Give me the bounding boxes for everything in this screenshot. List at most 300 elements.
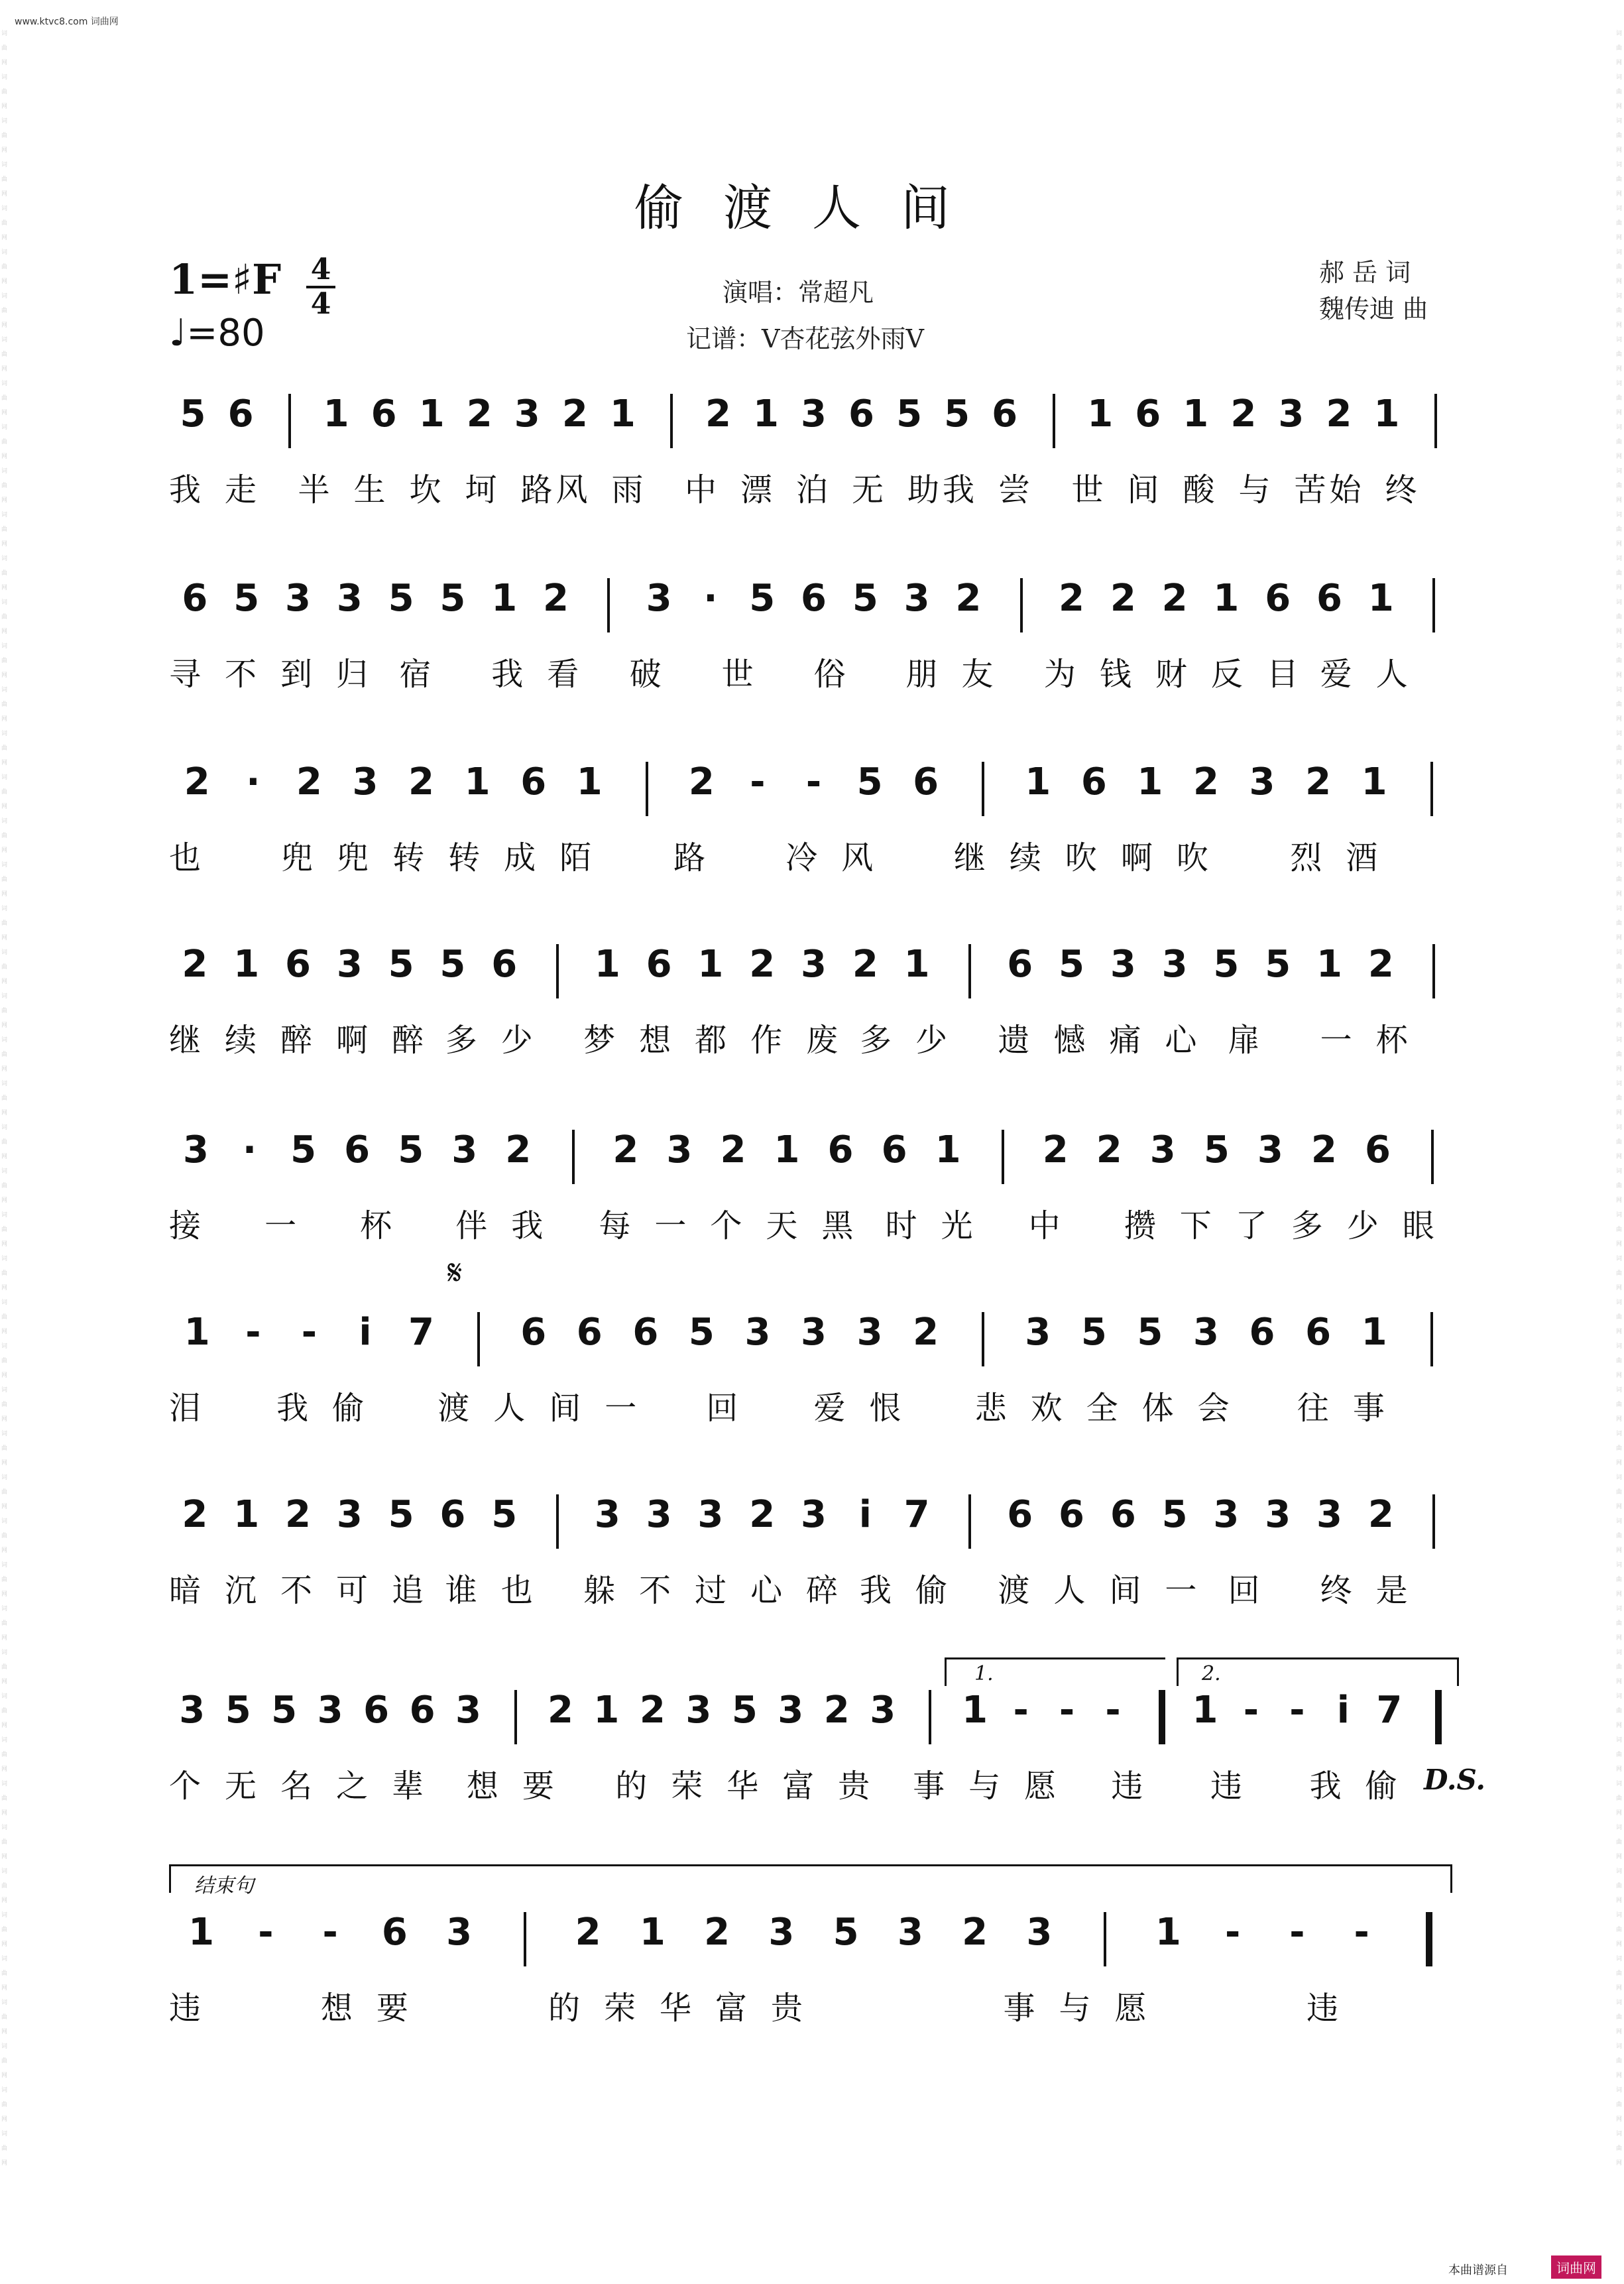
note: 3 [455,1689,481,1732]
note: 3 [1025,1311,1051,1354]
bar-line [1434,394,1437,448]
note: 1 [1213,577,1240,620]
volta-1: 1. [945,1657,1165,1686]
note: 5 [271,1689,298,1732]
note: 3 [744,1311,771,1354]
lyric-segment: 想要 [466,1768,578,1805]
bar-line [1053,394,1055,448]
note: 5 [1213,943,1240,986]
note: 5 [1161,1493,1188,1536]
note: 2 [505,1128,532,1172]
lyric-segment: 躲不过心碎 [583,1572,862,1609]
note: 5 [749,577,776,620]
note: 6 [520,760,547,804]
lyric-segment: 事与愿 [1003,1990,1171,2027]
note: 6 [632,1311,659,1354]
note: 2 [543,577,569,620]
note: 1 [935,1128,961,1172]
note: 2 [749,1493,776,1536]
note: 3 [1192,1311,1219,1354]
note: 5 [388,577,414,620]
lyric-segment: 伴我 [455,1207,567,1244]
note: · [703,577,718,620]
note: 6 [1249,1311,1275,1354]
lyric-segment: 每一个天黑 [599,1207,878,1244]
lyric-segment: 扉 [1228,1022,1284,1059]
lyricist-credit: 郝 岳 词 [1319,258,1411,287]
note: 1 [594,943,620,986]
bar-line [968,1494,971,1549]
notes-line [0,1492,1624,1565]
lyric-segment: 爱人 [1320,656,1432,693]
note: 5 [1137,1311,1163,1354]
bar-line [929,1690,931,1744]
note: 1 [962,1689,988,1732]
note: 1 [639,1911,666,1954]
lyric-segment: 我偷 [1309,1768,1421,1805]
note: 5 [731,1689,758,1732]
note: 5 [491,1493,518,1536]
lyric-segment: 朋友 [905,656,1017,693]
note: 2 [749,943,776,986]
lyric-segment: 想要 [320,1990,432,2027]
note: 1 [188,1911,215,1954]
note: 6 [576,1311,603,1354]
note: 2 [1367,1493,1394,1536]
lyric-segment: 泪 [169,1390,225,1427]
note: - [1105,1689,1121,1732]
note: 1 [609,392,636,436]
lyric-segment: 一杯 [1320,1022,1432,1059]
note: 1 [903,943,930,986]
note: 2 [575,1911,601,1954]
note: 2 [1059,577,1084,620]
note: 1 [418,392,445,436]
note: 5 [896,392,923,436]
lyric-segment: 继续吹啊吹 [953,839,1232,876]
note: 3 [903,577,930,620]
lyric-segment: 俗 [813,656,870,693]
lyric-segment: 的荣华富贵 [548,1990,827,2027]
bar-line [572,1130,575,1184]
ending-bracket: 结束句 [169,1864,1452,1893]
note: 6 [1364,1128,1391,1172]
note: 3 [446,1911,473,1954]
note: i [1336,1689,1350,1732]
segno-mark: 𝄋 [447,1253,463,1293]
lyric-segment: 终是 [1320,1572,1432,1609]
note: 2 [913,1311,939,1354]
note: 3 [1161,943,1188,986]
note: 2 [720,1128,746,1172]
notes-line [0,941,1624,1014]
note: 3 [856,1311,883,1354]
bar-line [556,1494,559,1549]
note: 3 [1257,1128,1283,1172]
note: 3 [179,1689,205,1732]
note: 3 [897,1911,923,1954]
note: 1 [774,1128,800,1172]
note: 2 [1042,1128,1069,1172]
note: 7 [408,1311,435,1354]
note: 6 [1265,577,1291,620]
lyric-segment: 烈酒 [1290,839,1402,876]
note: 1 [1137,760,1163,804]
bar-line [514,1690,517,1744]
bar-line [1159,1690,1165,1744]
note: - [301,1311,318,1354]
notes-line [0,1687,1624,1760]
lyric-segment: 为钱财反目 [1043,656,1322,693]
note: 1 [1155,1911,1181,1954]
bar-line [1104,1912,1106,1966]
bar-line [1431,1130,1434,1184]
note: 3 [336,577,363,620]
note: 1 [184,1311,210,1354]
note: 2 [408,760,435,804]
note: - [805,760,822,804]
lyric-segment: 杯 [360,1207,416,1244]
note: 3 [1265,1493,1291,1536]
bar-line [1430,1312,1433,1366]
note: 3 [646,577,672,620]
lyric-segment: 冷风 [785,839,898,876]
note: 2 [1367,943,1394,986]
note: 2 [182,943,208,986]
note: 6 [227,392,254,436]
note: 2 [955,577,982,620]
bar-line [670,394,673,448]
note: 6 [381,1911,408,1954]
time-top: 4 [310,253,331,286]
footer-note: 本曲谱源自 [1448,2263,1508,2277]
bar-line [607,578,610,632]
time-signature [306,255,335,319]
note: 2 [1310,1128,1337,1172]
note: 5 [1059,943,1084,986]
lyric-segment: 我走 [169,471,281,509]
note: 5 [388,1493,414,1536]
note: 3 [1249,760,1275,804]
ds-mark: D.S. [1424,1764,1486,1796]
bar-line [1432,944,1435,998]
bar-line [1432,578,1435,632]
bar-line [1430,762,1433,816]
song-title: 偷渡人间 [634,180,990,237]
note: - [322,1911,338,1954]
note: 5 [1080,1311,1107,1354]
note: 3 [352,760,378,804]
note: 6 [285,943,311,986]
bar-line [1432,1494,1435,1549]
note: 3 [801,392,827,436]
composer-credit: 魏传迪 曲 [1319,294,1428,324]
note: 6 [344,1128,371,1172]
note: 2 [1110,577,1136,620]
lyric-segment: 渡人间一 [998,1572,1221,1609]
note: 3 [768,1911,795,1954]
note: 1 [233,1493,260,1536]
note: 6 [848,392,875,436]
bar-line [1020,578,1023,632]
watermark-strip-right: 词曲网词曲网词曲网词曲网词曲网词曲网词曲网词曲网词曲网词曲网词曲网词曲网词曲网词曲网词曲网词曲网词曲网词曲网词曲网词曲网词曲网词曲网词曲网词曲网词曲网词曲网词曲网词曲网词曲网词曲网词曲网词曲网词曲网词曲网词曲网词曲网词曲网词曲网词曲网词曲网词曲网词曲网词曲网词曲网词曲网词曲网词曲网词曲网词曲网 [1616,30,1623,2167]
note: 1 [752,392,779,436]
note: 2 [466,392,493,436]
note: 5 [439,577,466,620]
lyric-segment: 中漂泊无助 [685,471,964,509]
note: 6 [1305,1311,1332,1354]
note: 5 [180,392,206,436]
note: 2 [561,392,588,436]
note: 6 [363,1689,390,1732]
note: 5 [388,943,414,986]
note: 1 [464,760,491,804]
note: 2 [704,1911,730,1954]
lyric-segment: 中 [1028,1207,1084,1244]
lyric-segment: 宿 [399,656,455,693]
note: 5 [688,1311,715,1354]
note: 6 [801,577,827,620]
note: 1 [576,760,603,804]
note: - [1225,1911,1241,1954]
note: 1 [1192,1689,1218,1732]
note: 5 [225,1689,251,1732]
note: 3 [1149,1128,1176,1172]
note: 6 [1135,392,1161,436]
note: 6 [520,1311,547,1354]
bar-line [556,944,559,998]
note: 3 [801,1493,827,1536]
lyric-segment: 违 [169,1990,225,2027]
notes-line [0,575,1624,648]
lyric-segment: 个无名之辈 [169,1768,448,1805]
note: - [1289,1911,1305,1954]
note: 3 [336,943,363,986]
note: 2 [639,1689,666,1732]
lyric-segment: 爱恨 [813,1390,925,1427]
lyric-segment: 半生坎坷路 [298,471,577,509]
transcriber-credit: 记谱：V杏花弦外雨V [686,324,924,353]
note: 6 [491,943,518,986]
lyric-segment: 路 [673,839,730,876]
lyric-segment: 时光 [885,1207,997,1244]
note: 2 [852,943,878,986]
note: 5 [852,577,878,620]
lyric-segment: 渡人间一 [437,1390,661,1427]
note: - [1289,1689,1305,1732]
notes-line [0,1127,1624,1200]
note: 3 [697,1493,724,1536]
note: 5 [439,943,466,986]
note: - [1059,1689,1075,1732]
note: 6 [1316,577,1342,620]
note: 5 [290,1128,317,1172]
note: 1 [1316,943,1342,986]
note: 2 [1326,392,1352,436]
note: 6 [182,577,208,620]
lyric-segment: 回 [1228,1572,1284,1609]
note: 1 [1367,577,1394,620]
notes-line [0,391,1624,464]
lyric-segment: 谁也 [445,1572,557,1609]
note: 3 [1110,943,1136,986]
note: 1 [697,943,724,986]
note: 3 [183,1128,209,1172]
note: 2 [184,760,210,804]
lyric-segment: 违 [1111,1768,1167,1805]
note: 6 [827,1128,854,1172]
note: 1 [1087,392,1114,436]
bar-line [1426,1912,1432,1966]
watermark-strip-left: 词曲网词曲网词曲网词曲网词曲网词曲网词曲网词曲网词曲网词曲网词曲网词曲网词曲网词曲网词曲网词曲网词曲网词曲网词曲网词曲网词曲网词曲网词曲网词曲网词曲网词曲网词曲网词曲网词曲网词曲网词曲网词曲网词曲网词曲网词曲网词曲网词曲网词曲网词曲网词曲网词曲网词曲网词曲网词曲网词曲网词曲网词曲网词曲网词曲网 [1,30,8,2167]
note: 7 [903,1493,930,1536]
lyric-segment: 寻不到归 [169,656,392,693]
note: 2 [962,1911,988,1954]
note: 1 [593,1689,620,1732]
note: 3 [685,1689,712,1732]
lyric-segment: 我偷 [859,1572,971,1609]
notes-line [0,1909,1624,1982]
note: 2 [285,1493,311,1536]
lyric-segment: 违 [1210,1768,1266,1805]
lyric-segment: 事与愿 [913,1768,1080,1805]
bar-line [1002,1130,1004,1184]
lyric-segment: 悲欢全体会 [974,1390,1253,1427]
lyric-segment: 世间酸与苦 [1071,471,1350,509]
note: 2 [1230,392,1257,436]
note: 6 [646,943,672,986]
note: 3 [801,1311,827,1354]
note: 6 [409,1689,435,1732]
bar-line [288,394,291,448]
lyric-segment: 暗沉不可追 [169,1572,448,1609]
note: 6 [913,760,939,804]
note: 3 [285,577,311,620]
note: 1 [1183,392,1209,436]
note: 2 [296,760,322,804]
note: - [245,1311,261,1354]
note: 2 [182,1493,208,1536]
note: 3 [778,1689,804,1732]
bar-line [524,1912,526,1966]
note: 3 [336,1493,363,1536]
note: 6 [881,1128,907,1172]
note: 2 [1192,760,1219,804]
note: 7 [1376,1689,1403,1732]
note: 3 [1026,1911,1053,1954]
lyric-segment: 始终 [1329,471,1441,509]
note: 1 [1361,760,1387,804]
note: 6 [1007,1493,1033,1536]
lyric-segment: 往事 [1297,1390,1409,1427]
lyric-segment: 的荣华富贵 [615,1768,894,1805]
note: 3 [870,1689,896,1732]
volta-2: 2. [1177,1657,1459,1686]
lyric-segment: 多少 [445,1022,557,1059]
lyric-segment: 兜兜转转成陌 [281,839,616,876]
note: 6 [1110,1493,1136,1536]
note: 1 [1025,760,1051,804]
note: 3 [1278,392,1305,436]
note: 5 [833,1911,859,1954]
note: 2 [705,392,731,436]
note: 3 [801,943,827,986]
lyric-segment: 我看 [491,656,603,693]
note: i [359,1311,372,1354]
lyric-segment: 多少 [859,1022,971,1059]
note: 2 [688,760,715,804]
note: 5 [398,1128,424,1172]
note: 3 [451,1128,478,1172]
key-signature: 1=♯F [169,255,282,304]
bar-line [477,1312,480,1366]
lyric-segment: 违 [1306,1990,1363,2027]
note: · [242,1128,257,1172]
note: 1 [1373,392,1400,436]
note: 3 [594,1493,620,1536]
note: 5 [944,392,970,436]
bar-line [968,944,971,998]
note: - [750,760,766,804]
lyric-segment: 接 [169,1207,225,1244]
singer-credit: 演唱：常超凡 [723,278,874,307]
note: 5 [1265,943,1291,986]
note: 2 [547,1689,573,1732]
bar-line [982,1312,984,1366]
note: - [258,1911,274,1954]
lyric-segment: 风雨 [555,471,667,509]
note: 2 [1305,760,1332,804]
lyric-segment: 继续醉啊醉 [169,1022,448,1059]
tempo-marking: ♩=80 [169,312,265,355]
lyric-segment: 梦想都作废 [583,1022,862,1059]
note: i [858,1493,872,1536]
notes-line [0,1309,1624,1382]
bar-line [1435,1690,1442,1744]
bar-line [646,762,648,816]
note: 5 [1203,1128,1230,1172]
note: 3 [1316,1493,1342,1536]
lyric-segment: 一 [264,1207,321,1244]
note: 2 [612,1128,639,1172]
note: 2 [1096,1128,1122,1172]
lyric-segment: 遗憾痛心 [998,1022,1221,1059]
note: 2 [823,1689,850,1732]
bar-line [982,762,984,816]
lyric-segment: 我偷 [276,1390,388,1427]
note: 3 [1213,1493,1240,1536]
time-bottom: 4 [310,287,331,321]
note: 6 [1059,1493,1084,1536]
note: 3 [514,392,540,436]
note: 3 [317,1689,343,1732]
note: - [1013,1689,1029,1732]
note: 1 [491,577,518,620]
note: 5 [233,577,260,620]
note: 6 [371,392,397,436]
lyric-segment: 攒下了多少眼 [1124,1207,1458,1244]
lyric-segment: 回 [706,1390,762,1427]
note: 6 [1080,760,1107,804]
lyric-segment: 世 [721,656,778,693]
note: 1 [323,392,349,436]
notes-line [0,759,1624,832]
note: · [246,760,261,804]
note: - [1243,1689,1259,1732]
lyric-segment: 破 [629,656,685,693]
note: 1 [1361,1311,1387,1354]
note: 1 [233,943,260,986]
